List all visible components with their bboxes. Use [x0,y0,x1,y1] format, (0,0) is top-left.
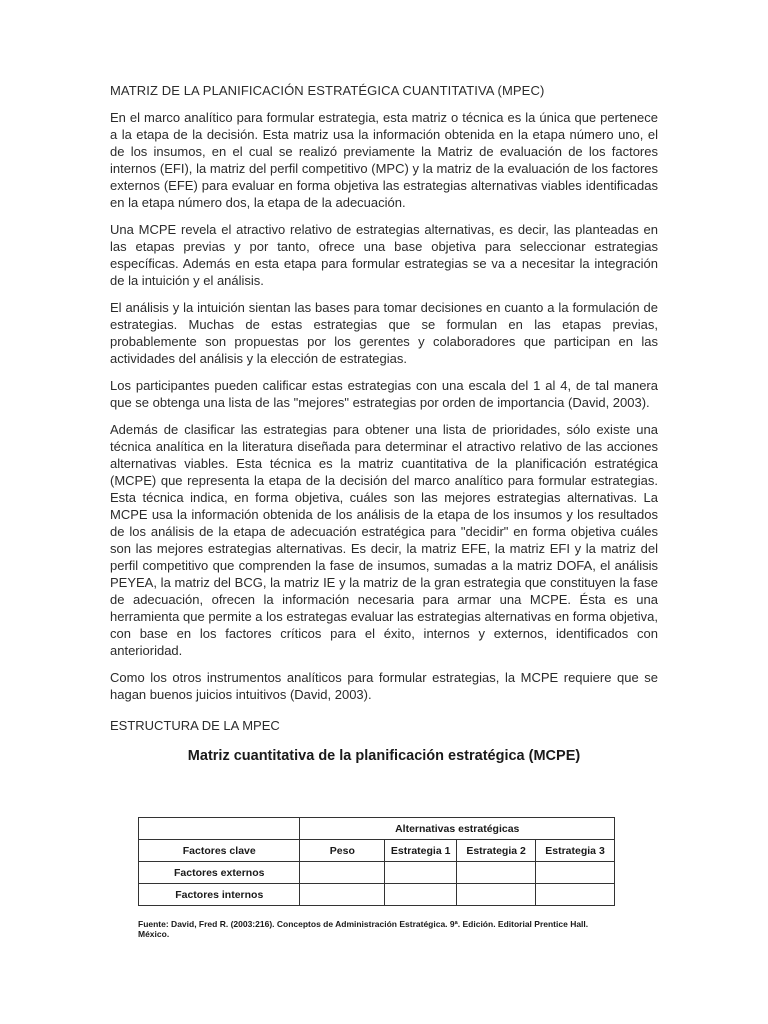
table-cell [457,884,536,906]
figure-title: Matriz cuantitativa de la planificación estratégica (MCPE) [187,748,581,764]
table-row [139,862,615,884]
column-header: Peso [300,840,385,862]
section-title: ESTRUCTURA DE LA MPEC [110,718,280,733]
paragraph-3: El análisis y la intuición sientan las bases para tomar decisiones en cuanto a la formulación de estrategias. Muchas de estas estrategias que se formulan en las etapas previas, probablemente son propuestas por los gerentes y colaboradores que participan en las actividades del análisis y la elección de estrategias. [110,300,658,366]
table-row [139,818,615,840]
table-cell [139,818,300,840]
column-header: Estrategia 2 [457,840,536,862]
paragraph-2: Una MCPE revela el atractivo relativo de estrategias alternativas, es decir, las planteadas en las etapas previas y por tanto, ofrece una base objetiva para seleccionar estrategias específicas. Además en esta etapa para formular estrategias se va a necesitar la integración de la intuición y el análisis. [110,222,658,288]
document-heading: MATRIZ DE LA PLANIFICACIÓN ESTRATÉGICA CUANTITATIVA (MPEC) [110,83,545,98]
column-header: Estrategia 3 [536,840,615,862]
column-header: Factores clave [139,840,300,862]
figure-source: Fuente: David, Fred R. (2003:216). Conceptos de Administración Estratégica. 9ª. Edición. Editorial Prentice Hall. México. [138,919,589,939]
group-header-cell: Alternativas estratégicas [300,818,615,840]
mcpe-table [138,817,615,906]
paragraph-4: Los participantes pueden calificar estas estrategias con una escala del 1 al 4, de tal manera que se obtenga una lista de las "mejores" estrategias por orden de importancia (David, 2003). [110,378,658,410]
row-header: Factores internos [139,884,300,906]
column-header: Estrategia 1 [385,840,457,862]
table-cell [385,884,457,906]
table-cell [300,862,385,884]
paragraph-1: En el marco analítico para formular estrategia, esta matriz o técnica es la única que pertenece a la etapa de la decisión. Esta matriz usa la información obtenida en la etapa número uno, el de los insumos, en el cual se realizó previamente la Matriz de evaluación de los factores internos (EFI), la matriz del perfil competitivo (MPC) y la matriz de la evaluación de los factores externos (EFE) para evaluar en forma objetiva las estrategias alternativas viables identificadas en la etapa número dos, la etapa de la adecuación. [110,110,658,210]
table-cell [300,884,385,906]
paragraph-6: Como los otros instrumentos analíticos para formular estrategias, la MCPE requiere que se hagan buenos juicios intuitivos (David, 2003). [110,670,658,702]
paragraph-5: Además de clasificar las estrategias para obtener una lista de prioridades, sólo existe una técnica analítica en la literatura diseñada para determinar el atractivo relativo de las acciones alternativas viables. Esta técnica es la matriz cuantitativa de la planificación estratégica (MCPE) que representa la etapa de la decisión del marco analítico para formular estrategias. Esta técnica indica, en forma objetiva, cuáles son las mejores estrategias alternativas. La MCPE usa la información obtenida de los análisis de la etapa de los insumos y los resultados de los análisis de la etapa de adecuación estratégica para "decidir" en forma objetiva cuáles son las mejores estrategias alternativas. Es decir, la matriz EFE, la matriz EFI y la matriz del perfil competitivo que comprenden la fase de insumos, sumadas a la matriz DOFA, el análisis PEYEA, la matriz del BCG, la matriz IE y la matriz de la gran estrategia que constituyen la fase de adecuación, ofrecen la información necesaria para armar una MCPE. Ésta es una herramienta que permite a los estrategas evaluar las estrategias alternativas en forma objetiva, con base en los factores críticos para el éxito, internos y externos, identificados con anterioridad. [110,422,658,658]
table-cell [536,862,615,884]
table-cell [457,862,536,884]
table-cell [536,884,615,906]
row-header: Factores externos [139,862,300,884]
document-body [110,82,658,780]
table-row [139,884,615,906]
table-cell [385,862,457,884]
table-header-row [139,840,615,862]
